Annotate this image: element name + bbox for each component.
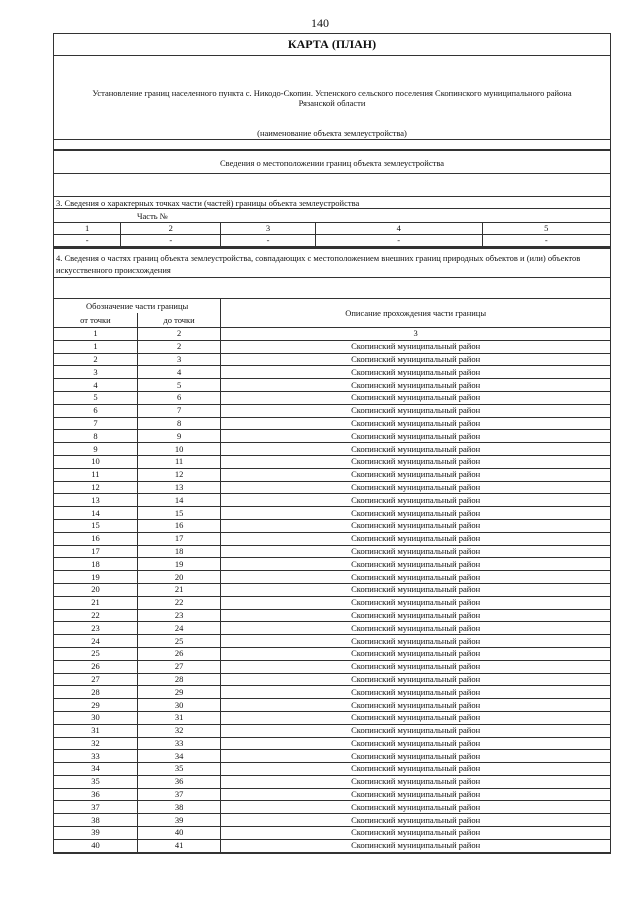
to-point: 7 — [137, 404, 220, 417]
table-row — [54, 801, 610, 814]
table-row — [54, 455, 610, 468]
boundary-description: Скопинский муниципальный район — [221, 763, 610, 776]
page-number: 140 — [311, 16, 329, 30]
to-point: 20 — [137, 571, 220, 584]
column-number-row — [54, 328, 610, 341]
from-point: 15 — [54, 519, 137, 532]
boundary-description: Скопинский муниципальный район — [221, 622, 610, 635]
section3-value-row — [54, 235, 610, 247]
from-point: 14 — [54, 507, 137, 520]
from-point: 21 — [54, 596, 137, 609]
section3-col: 1 — [54, 223, 121, 235]
to-point: 8 — [137, 417, 220, 430]
boundary-description: Скопинский муниципальный район — [221, 507, 610, 520]
from-point: 34 — [54, 763, 137, 776]
table-row — [54, 391, 610, 404]
from-point: 36 — [54, 788, 137, 801]
boundary-description: Скопинский муниципальный район — [221, 775, 610, 788]
section3-col: 5 — [482, 223, 610, 235]
part-label: Часть № — [137, 211, 168, 221]
boundary-description: Скопинский муниципальный район — [221, 583, 610, 596]
table-row — [54, 430, 610, 443]
to-point: 22 — [137, 596, 220, 609]
from-point: 10 — [54, 455, 137, 468]
boundary-description: Скопинский муниципальный район — [221, 532, 610, 545]
from-point: 39 — [54, 827, 137, 840]
table-row — [54, 366, 610, 379]
spacer — [54, 278, 610, 298]
boundary-description: Скопинский муниципальный район — [221, 404, 610, 417]
table-row — [54, 827, 610, 840]
section3-table — [54, 223, 610, 247]
table-row — [54, 660, 610, 673]
table-row — [54, 353, 610, 366]
from-point: 24 — [54, 635, 137, 648]
section3-value: - — [121, 235, 221, 247]
table-row — [54, 673, 610, 686]
boundary-description: Скопинский муниципальный район — [221, 673, 610, 686]
boundary-description: Скопинский муниципальный район — [221, 788, 610, 801]
to-point: 29 — [137, 686, 220, 699]
from-point: 33 — [54, 750, 137, 763]
boundary-description: Скопинский муниципальный район — [221, 609, 610, 622]
table-row — [54, 686, 610, 699]
section3-value: - — [54, 235, 121, 247]
boundary-description: Скопинский муниципальный район — [221, 699, 610, 712]
boundary-description: Скопинский муниципальный район — [221, 724, 610, 737]
spacer — [54, 174, 610, 196]
to-point: 23 — [137, 609, 220, 622]
from-point: 20 — [54, 583, 137, 596]
boundary-description: Скопинский муниципальный район — [221, 340, 610, 353]
to-point: 2 — [137, 340, 220, 353]
from-point: 30 — [54, 711, 137, 724]
to-point: 28 — [137, 673, 220, 686]
boundary-description: Скопинский муниципальный район — [221, 417, 610, 430]
to-point: 18 — [137, 545, 220, 558]
from-point: 19 — [54, 571, 137, 584]
boundary-description: Скопинский муниципальный район — [221, 686, 610, 699]
boundary-description: Скопинский муниципальный район — [221, 558, 610, 571]
to-point: 13 — [137, 481, 220, 494]
from-point: 23 — [54, 622, 137, 635]
table-row — [54, 545, 610, 558]
to-point: 10 — [137, 443, 220, 456]
to-point: 17 — [137, 532, 220, 545]
boundary-description: Скопинский муниципальный район — [221, 737, 610, 750]
table-row — [54, 775, 610, 788]
section3-title: 3. Сведения о характерных точках части (частей) границы объекта землеустройства — [54, 196, 610, 209]
from-point: 16 — [54, 532, 137, 545]
table-row — [54, 622, 610, 635]
col-number: 2 — [137, 328, 220, 341]
to-point: 19 — [137, 558, 220, 571]
table-row — [54, 596, 610, 609]
col-number: 1 — [54, 328, 137, 341]
to-point: 33 — [137, 737, 220, 750]
boundary-description: Скопинский муниципальный район — [221, 430, 610, 443]
from-point: 31 — [54, 724, 137, 737]
table-row — [54, 379, 610, 392]
from-point: 28 — [54, 686, 137, 699]
section4-title: 4. Сведения о частях границ объекта землеустройства, совпадающих с местоположением внешних границ природных объектов и (или) объектов искусственного происхождения — [54, 248, 610, 278]
object-description: Установление границ населенного пункта с. Никодо-Скопин. Успенского сельского поселения Скопинского муниципального района Рязанской области — [92, 88, 572, 108]
from-point: 5 — [54, 391, 137, 404]
table-row — [54, 609, 610, 622]
table-row — [54, 788, 610, 801]
boundary-description: Скопинский муниципальный район — [221, 571, 610, 584]
table-row — [54, 340, 610, 353]
table-row — [54, 468, 610, 481]
table-row — [54, 583, 610, 596]
boundary-description: Скопинский муниципальный район — [221, 750, 610, 763]
table-row — [54, 635, 610, 648]
section3-header-row — [54, 223, 610, 235]
table-row — [54, 481, 610, 494]
from-point: 1 — [54, 340, 137, 353]
to-point: 15 — [137, 507, 220, 520]
table-row — [54, 647, 610, 660]
section3-table-wrap — [54, 223, 610, 248]
to-point: 40 — [137, 827, 220, 840]
boundary-description: Скопинский муниципальный район — [221, 545, 610, 558]
boundary-description: Скопинский муниципальный район — [221, 468, 610, 481]
table-row — [54, 814, 610, 827]
from-point: 32 — [54, 737, 137, 750]
table-row — [54, 507, 610, 520]
boundary-description: Скопинский муниципальный район — [221, 814, 610, 827]
boundary-description: Скопинский муниципальный район — [221, 443, 610, 456]
boundary-description: Скопинский муниципальный район — [221, 353, 610, 366]
boundary-description: Скопинский муниципальный район — [221, 660, 610, 673]
boundary-description: Скопинский муниципальный район — [221, 391, 610, 404]
boundary-table — [54, 298, 610, 853]
from-point: 29 — [54, 699, 137, 712]
boundary-description: Скопинский муниципальный район — [221, 839, 610, 852]
desc-header: Описание прохождения части границы — [221, 299, 610, 328]
object-name-label: (наименование объекта землеустройства) — [54, 128, 610, 140]
section3-col: 2 — [121, 223, 221, 235]
to-point: 6 — [137, 391, 220, 404]
object-description-block — [54, 56, 610, 128]
table-row — [54, 494, 610, 507]
from-point: 18 — [54, 558, 137, 571]
from-point: 3 — [54, 366, 137, 379]
boundary-description: Скопинский муниципальный район — [221, 647, 610, 660]
to-point: 4 — [137, 366, 220, 379]
to-point: 39 — [137, 814, 220, 827]
to-point: 27 — [137, 660, 220, 673]
boundary-description: Скопинский муниципальный район — [221, 494, 610, 507]
document-frame — [53, 33, 611, 854]
boundary-description: Скопинский муниципальный район — [221, 379, 610, 392]
to-point: 30 — [137, 699, 220, 712]
boundary-description: Скопинский муниципальный район — [221, 596, 610, 609]
table-row — [54, 839, 610, 852]
spacer — [54, 140, 610, 150]
boundary-description: Скопинский муниципальный район — [221, 481, 610, 494]
from-point: 38 — [54, 814, 137, 827]
location-title: Сведения о местоположении границ объекта землеустройства — [54, 150, 610, 174]
table-row — [54, 404, 610, 417]
to-point: 25 — [137, 635, 220, 648]
boundary-description: Скопинский муниципальный район — [221, 366, 610, 379]
to-point: 9 — [137, 430, 220, 443]
from-point: 9 — [54, 443, 137, 456]
from-point: 12 — [54, 481, 137, 494]
table-row — [54, 417, 610, 430]
from-point: 6 — [54, 404, 137, 417]
group-header: Обозначение части границы — [54, 299, 221, 314]
part-number-row — [54, 209, 610, 223]
table-row — [54, 571, 610, 584]
document-title: КАРТА (ПЛАН) — [54, 34, 610, 56]
to-point: 38 — [137, 801, 220, 814]
to-point: 11 — [137, 455, 220, 468]
to-point: 41 — [137, 839, 220, 852]
table-row — [54, 711, 610, 724]
from-point: 8 — [54, 430, 137, 443]
table-row — [54, 443, 610, 456]
section3-value: - — [482, 235, 610, 247]
boundary-description: Скопинский муниципальный район — [221, 635, 610, 648]
table-row — [54, 699, 610, 712]
to-point: 16 — [137, 519, 220, 532]
from-point: 2 — [54, 353, 137, 366]
to-point: 21 — [137, 583, 220, 596]
from-point: 40 — [54, 839, 137, 852]
to-point: 31 — [137, 711, 220, 724]
to-point: 5 — [137, 379, 220, 392]
from-point: 13 — [54, 494, 137, 507]
boundary-description: Скопинский муниципальный район — [221, 455, 610, 468]
section3-col: 3 — [221, 223, 316, 235]
to-point: 37 — [137, 788, 220, 801]
from-point: 22 — [54, 609, 137, 622]
from-point: 27 — [54, 673, 137, 686]
boundary-header-row — [54, 299, 610, 314]
section3-col: 4 — [315, 223, 482, 235]
boundary-description: Скопинский муниципальный район — [221, 711, 610, 724]
table-row — [54, 750, 610, 763]
table-row — [54, 724, 610, 737]
to-point: 14 — [137, 494, 220, 507]
from-header: от точки — [54, 313, 137, 328]
to-point: 34 — [137, 750, 220, 763]
boundary-description: Скопинский муниципальный район — [221, 827, 610, 840]
to-point: 3 — [137, 353, 220, 366]
boundary-description: Скопинский муниципальный район — [221, 801, 610, 814]
from-point: 7 — [54, 417, 137, 430]
table-row — [54, 763, 610, 776]
to-header: до точки — [137, 313, 220, 328]
section3-value: - — [221, 235, 316, 247]
from-point: 17 — [54, 545, 137, 558]
from-point: 4 — [54, 379, 137, 392]
table-row — [54, 737, 610, 750]
to-point: 24 — [137, 622, 220, 635]
to-point: 26 — [137, 647, 220, 660]
boundary-description: Скопинский муниципальный район — [221, 519, 610, 532]
col-number: 3 — [221, 328, 610, 341]
to-point: 36 — [137, 775, 220, 788]
from-point: 35 — [54, 775, 137, 788]
table-row — [54, 558, 610, 571]
to-point: 12 — [137, 468, 220, 481]
table-row — [54, 532, 610, 545]
section3-value: - — [315, 235, 482, 247]
from-point: 26 — [54, 660, 137, 673]
from-point: 37 — [54, 801, 137, 814]
from-point: 25 — [54, 647, 137, 660]
to-point: 32 — [137, 724, 220, 737]
to-point: 35 — [137, 763, 220, 776]
table-row — [54, 519, 610, 532]
from-point: 11 — [54, 468, 137, 481]
